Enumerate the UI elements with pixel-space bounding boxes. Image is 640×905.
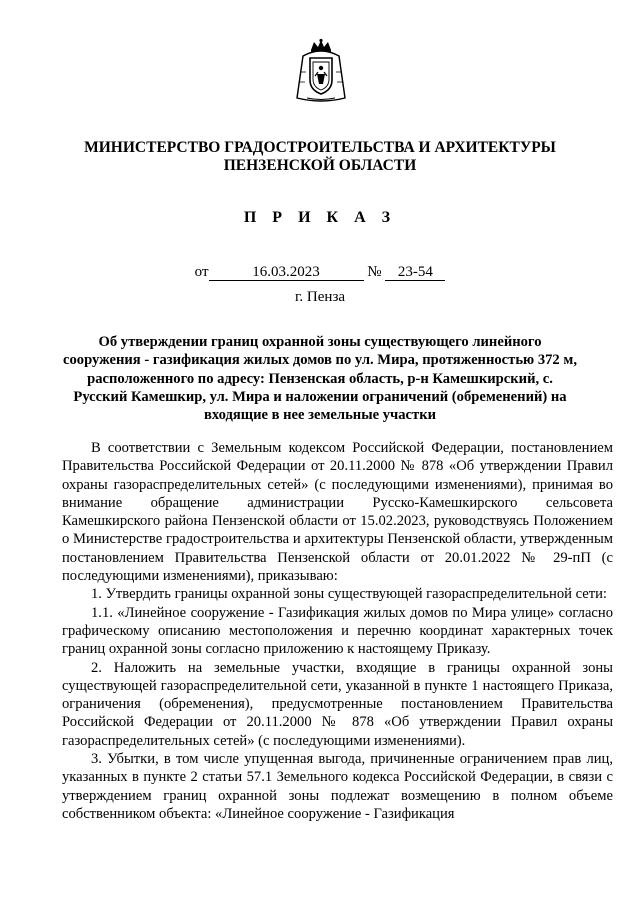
body-paragraph: 1.1. «Линейное сооружение - Газификация жилых домов по Мира улице» согласно графическому описанию местоположения и перечню координат характерных точек границ охранной зоны согласно приложению к настоящему Приказу. [62,604,613,658]
order-date: 16.03.2023 [209,264,364,281]
order-subject: Об утверждении границ охранной зоны существующего линейного сооружения - газификация жилых домов по ул. Мира, протяженностью 372 м, расположенного по адресу: Пензенская область, р-н Камешкирский, с. Русский Камешкир, ул. Мира и наложении ограничений (обременений) на входящие в нее земельные участки [63,334,577,424]
order-date-number [0,263,640,281]
ministry-line-2: ПЕНЗЕНСКОЙ ОБЛАСТИ [223,157,417,174]
body-paragraph: 3. Убытки, в том числе упущенная выгода, причиненные ограничением прав лиц, указанных в пункте 2 статьи 57.1 Земельного кодекса Российской Федерации, в связи с утверждением границ охранной зоны подлежат возмещению в полном объеме собственником объекта: «Линейное сооружение - Газификация [62,751,613,822]
number-sign: № [367,264,382,280]
city: г. Пенза [294,289,346,305]
body-paragraph: В соответствии с Земельным кодексом Российской Федерации, постановлением Правительства Российской Федерации от 20.11.2000 № 878 «Об утверждении Правил охраны газораспределительных сетей» (с последующими изменениями), принимая во внимание обращение администрации Русско-Камешкирского сельсовета Камешкирского района Пензенской области от 15.02.2023, руководствуясь Положением о Министерстве градостроительства и архитектуры Пензенской области, утвержденным постановлением Правительства Пензенской области от 20.01.2022 № 29-пП (с последующими изменениями), приказываю: [62,440,613,585]
body-paragraph: 1. Утвердить границы охранной зоны существующей газораспределительной сети: [91,586,607,603]
coat-of-arms-icon [293,38,349,104]
order-title: П Р И К А З [243,209,397,226]
date-prefix: от [194,264,209,280]
order-body [62,439,613,823]
ministry-line-1: МИНИСТЕРСТВО ГРАДОСТРОИТЕЛЬСТВА И АРХИТЕКТУРЫ [84,139,556,156]
order-number: 23-54 [385,264,445,281]
body-paragraph: 2. Наложить на земельные участки, входящие в границы охранной зоны существующей газораспределительной сети, указанной в пункте 1 настоящего Приказа, ограничения (обременения), предусмотренные постановлением Правительства Российской Федерации от 20.11.2000 № 878 «Об утверждении Правил охраны газораспределительных сетей» (с последующими изменениями). [62,659,613,749]
ministry-name [0,139,640,175]
